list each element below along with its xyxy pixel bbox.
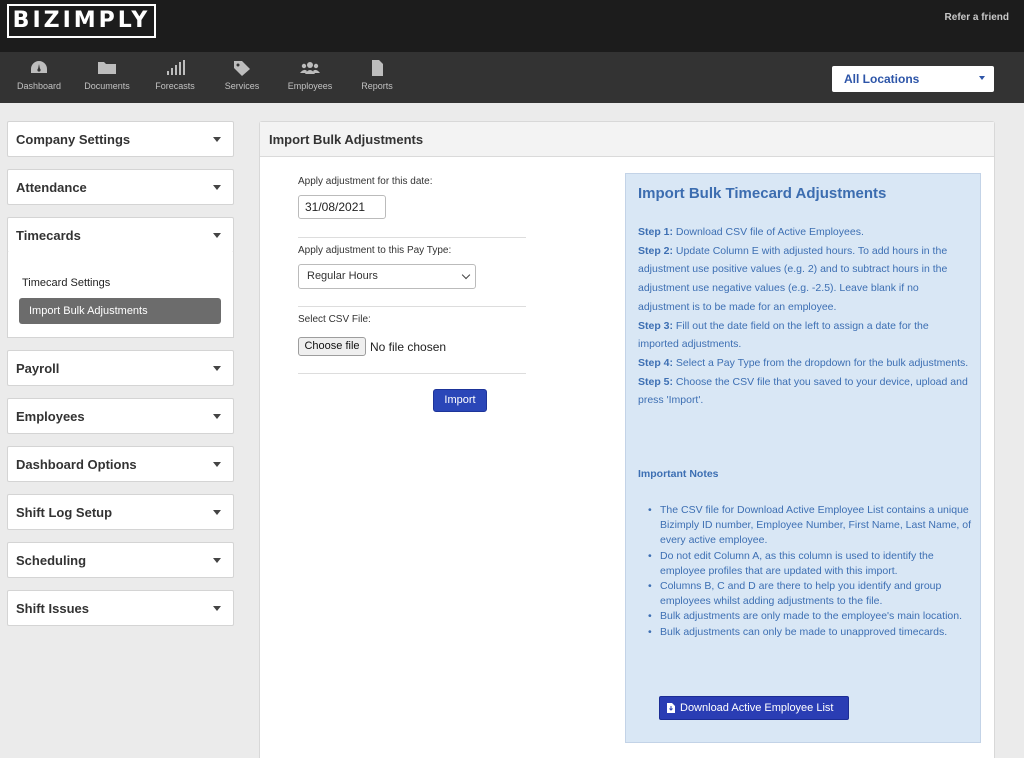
page-title: Import Bulk Adjustments <box>269 132 424 147</box>
step-4-text: Select a Pay Type from the dropdown for the bulk adjustments. <box>673 356 969 369</box>
sidebar-item-employees[interactable] <box>7 398 234 434</box>
sidebar-item-label: Dashboard Options <box>16 457 137 472</box>
sidebar-item-attendance[interactable] <box>7 169 234 205</box>
sidebar-subitem-import-bulk-adjustments[interactable]: Import Bulk Adjustments <box>19 298 221 324</box>
chevron-down-icon <box>213 606 221 611</box>
pay-type-select[interactable] <box>298 264 476 289</box>
step-1-label: Step 1: <box>638 226 674 238</box>
download-button-label: Download Active Employee List <box>680 702 834 714</box>
step-5-label: Step 5: <box>638 375 674 388</box>
bar-chart-icon <box>165 59 185 77</box>
divider <box>298 237 526 238</box>
location-dropdown[interactable] <box>832 66 994 92</box>
nav-dashboard-label: Dashboard <box>16 81 62 91</box>
choose-file-button[interactable]: Choose file <box>298 337 366 356</box>
note-item: • The CSV file for Download Active Employee List contains a unique Bizimply ID number, Employee Number, First Name, Last Name, of every active employee. <box>660 503 972 549</box>
sidebar-item-label: Scheduling <box>16 553 87 568</box>
nav-dashboard[interactable] <box>9 59 69 91</box>
step-1-text: Download CSV file of Active Employees. <box>673 226 864 238</box>
divider <box>298 306 526 307</box>
chevron-down-icon <box>213 185 221 190</box>
sidebar-item-label: Shift Issues <box>16 601 89 616</box>
nav-documents-label: Documents <box>84 81 130 91</box>
sidebar-item-label: Company Settings <box>16 132 131 147</box>
bizimply-logo[interactable]: BIZIMPLY <box>7 4 156 38</box>
nav-reports[interactable] <box>347 59 407 91</box>
step-2-label: Step 2: <box>638 244 674 257</box>
sidebar-subitem-timecard-settings[interactable]: Timecard Settings <box>22 277 111 289</box>
sidebar-item-label: Attendance <box>16 180 87 195</box>
file-icon <box>367 59 387 77</box>
step-3-label: Step 3: <box>638 319 674 332</box>
download-file-icon <box>667 703 675 713</box>
chevron-down-icon <box>462 271 470 279</box>
chevron-down-icon <box>213 510 221 515</box>
chevron-down-icon <box>213 558 221 563</box>
step-3-text: Fill out the date field on the left to assign a date for the imported adjustments. <box>638 319 929 351</box>
nav-services[interactable] <box>212 59 272 91</box>
dashboard-icon <box>29 59 49 77</box>
date-label: Apply adjustment for this date: <box>298 176 433 187</box>
chevron-down-icon <box>979 76 985 80</box>
note-item: • Bulk adjustments are only made to the employee's main location. <box>660 609 972 624</box>
sidebar-item-label: Shift Log Setup <box>16 505 113 520</box>
sidebar-item-payroll[interactable] <box>7 350 234 386</box>
download-employee-list-button[interactable] <box>659 696 849 720</box>
timecards-submenu <box>7 252 234 338</box>
note-item: • Columns B, C and D are there to help you identify and group employees whilst adding adjustments to the file. <box>660 579 972 609</box>
nav-forecasts-label: Forecasts <box>155 81 195 91</box>
nav-documents[interactable] <box>77 59 137 91</box>
sidebar-item-timecards[interactable] <box>7 217 234 253</box>
steps-list <box>638 223 972 410</box>
sidebar-item-company-settings[interactable] <box>7 121 234 157</box>
pay-type-select-value: Regular Hours <box>307 270 378 282</box>
sidebar-item-label: Employees <box>16 409 85 424</box>
tag-icon <box>232 59 252 77</box>
folder-icon <box>97 59 117 77</box>
note-item: • Bulk adjustments can only be made to unapproved timecards. <box>660 625 972 640</box>
step-5-text: Choose the CSV file that you saved to your device, upload and press 'Import'. <box>638 375 968 407</box>
sidebar-item-dashboard-options[interactable] <box>7 446 234 482</box>
nav-services-label: Services <box>224 81 260 91</box>
instructions-title: Import Bulk Timecard Adjustments <box>638 185 887 202</box>
import-button[interactable]: Import <box>433 389 487 412</box>
file-status: No file chosen <box>370 340 447 354</box>
instructions-box <box>625 173 981 743</box>
top-bar <box>0 0 1024 52</box>
chevron-down-icon <box>213 233 221 238</box>
chevron-down-icon <box>213 414 221 419</box>
sidebar-item-label: Timecards <box>16 228 81 243</box>
note-item: • Do not edit Column A, as this column is used to identify the employee profiles that are updated with this import. <box>660 549 972 579</box>
csv-file-label: Select CSV File: <box>298 314 371 325</box>
refer-a-friend-link[interactable]: Refer a friend <box>944 12 1009 23</box>
step-4-label: Step 4: <box>638 356 674 369</box>
chevron-down-icon <box>213 462 221 467</box>
chevron-down-icon <box>213 366 221 371</box>
sidebar-item-shift-log-setup[interactable] <box>7 494 234 530</box>
panel-header <box>260 122 994 157</box>
sidebar-item-scheduling[interactable] <box>7 542 234 578</box>
people-icon <box>300 59 320 77</box>
date-input[interactable]: 31/08/2021 <box>298 195 386 219</box>
chevron-down-icon <box>213 137 221 142</box>
sidebar-item-label: Payroll <box>16 361 60 376</box>
step-2-text: Update Column E with adjusted hours. To add hours in the adjustment use positive values (e.g. 2) and to subtract hours in the adjustment use negative values (e.g. -2.5). Leave blank if no adjustment is to be made for an employee. <box>638 244 948 313</box>
nav-forecasts[interactable] <box>145 59 205 91</box>
nav-employees-label: Employees <box>287 81 333 91</box>
nav-reports-label: Reports <box>361 81 393 91</box>
notes-heading: Important Notes <box>638 468 719 480</box>
pay-type-label: Apply adjustment to this Pay Type: <box>298 245 452 256</box>
nav-employees[interactable] <box>280 59 340 91</box>
notes-list <box>660 503 972 640</box>
sidebar-item-shift-issues[interactable] <box>7 590 234 626</box>
location-dropdown-value: All Locations <box>844 72 920 86</box>
divider <box>298 373 526 374</box>
